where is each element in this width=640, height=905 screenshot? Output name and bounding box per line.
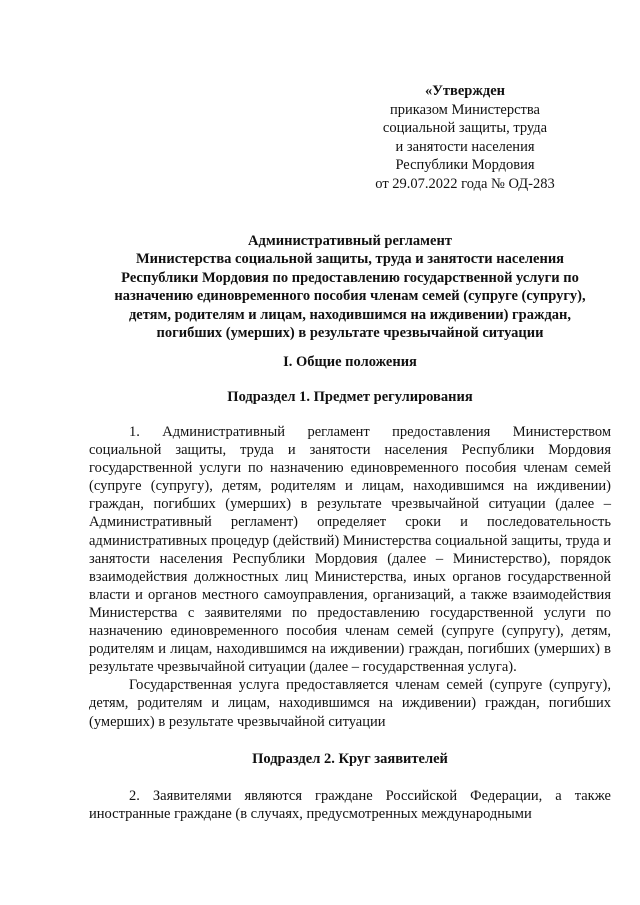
approval-line: приказом Министерства	[390, 101, 540, 118]
body-text	[89, 423, 611, 731]
approval-line: от 29.07.2022 года № ОД-283	[375, 175, 555, 192]
title-line: Республики Мордовия по предоставлению государственной услуги по	[121, 269, 579, 286]
paragraph: Государственная услуга предоставляется членам семей (супруге (супругу), детям, родителям и лицам, находившимся на иждивении) граждан, погибших (умерших) в результате чрезвычайной ситуации	[89, 677, 611, 730]
paragraph: 1. Административный регламент предоставления Министерством социальной защиты, труда и занятости населения Республики Мордовия государственной услуги по назначению единовременного пособия членам семей (супруге (супругу), детям, родителям и лицам, находившимся на иждивении) граждан, погибших (умерших) в результате чрезвычайной ситуации (далее – Административный регламент) определяет сроки и последовательность административных процедур (действий) Министерства социальной защиты, труда и занятости населения Республики Мордовия (далее – Министерство), порядок взаимодействия должностных лиц Министерства, иных органов государственной власти и органов местного самоуправления, организаций, а также взаимодействия Министерства с заявителями по предоставлению государственной услуги по назначению единовременного пособия членам семей (супруге (супругу), детям, родителям и лицам, находившимся на иждивении) граждан, погибших (умерших) в результате чрезвычайной ситуации (далее – государственная услуга).	[89, 424, 611, 676]
approval-stamp	[350, 82, 580, 193]
document-title	[80, 232, 620, 342]
subsection-heading: Подраздел 2. Круг заявителей	[252, 751, 448, 767]
title-line: Министерства социальной защиты, труда и занятости населения	[135, 251, 565, 268]
title-line: назначению единовременного пособия членам семей (супруге (супругу),	[114, 288, 586, 305]
approval-line: «Утвержден	[425, 83, 505, 99]
approval-line: Республики Мордовия	[395, 157, 535, 173]
section-heading: I. Общие положения	[283, 354, 417, 370]
title-line: Административный регламент	[248, 233, 452, 249]
approval-line: социальной защиты, труда	[382, 120, 548, 136]
body-text	[89, 787, 611, 823]
approval-line: и занятости населения	[395, 138, 535, 155]
paragraph: 2. Заявителями являются граждане Российской Федерации, а также иностранные граждане (в случаях, предусмотренных международными	[89, 788, 611, 823]
title-line: детям, родителям и лицам, находившимся на иждивении) граждан,	[128, 306, 572, 323]
subsection-heading: Подраздел 1. Предмет регулирования	[227, 389, 473, 405]
title-line: погибших (умерших) в результате чрезвычайной ситуации	[156, 325, 544, 342]
